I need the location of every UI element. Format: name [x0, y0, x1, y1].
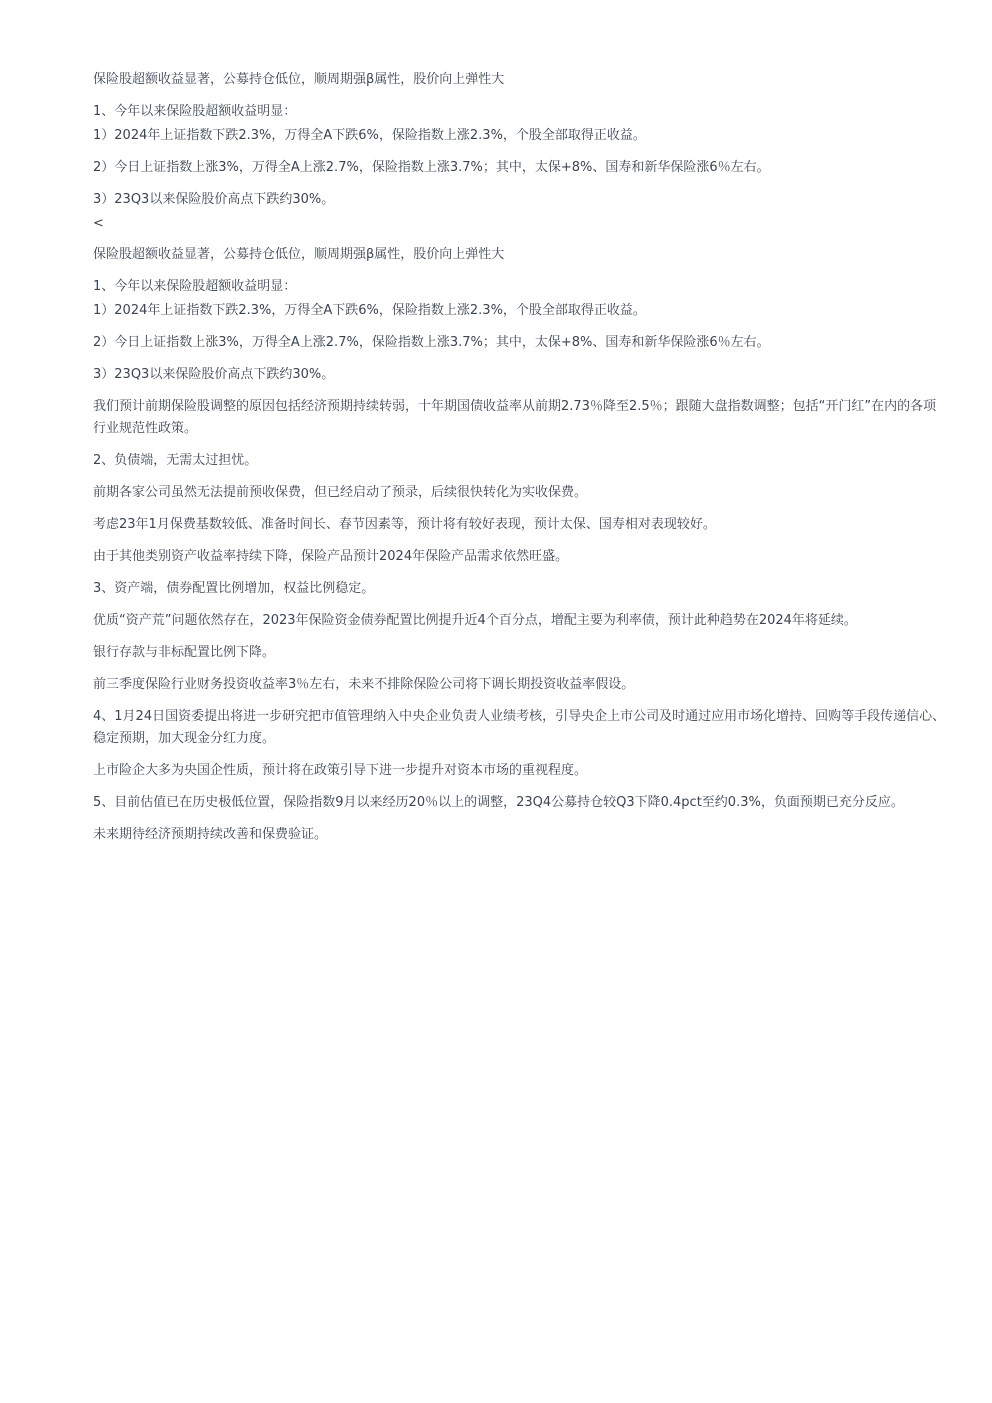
asset-side-title: 3、资产端，债券配置比例增加，权益比例稳定。: [93, 581, 375, 596]
adjustment-reasons-paragraph: 我们预计前期保险股调整的原因包括经济预期持续转弱，十年期国债收益率从前期2.73％降至2.5％；跟随大盘指数调整；包括“开门红”在内的各项行业规范性政策。: [93, 399, 937, 436]
liability-side-paragraph-1: 前期各家公司虽然无法提前预收保费，但已经启动了预录，后续很快转化为实收保费。: [93, 485, 588, 500]
section1-item3: 3）23Q3以来保险股价高点下跌约30%。: [93, 192, 335, 207]
section1-heading: 保险股超额收益显著，公募持仓低位，顺周期强β属性，股价向上弹性大: [93, 72, 505, 87]
document-body: [93, 69, 948, 846]
section2-item1: 1）2024年上证指数下跌2.3%，万得全A下跌6%，保险指数上涨2.3%，个股全部取得正收益。: [93, 303, 646, 318]
section-marker: <: [93, 216, 104, 231]
section2-heading: 保险股超额收益显著，公募持仓低位，顺周期强β属性，股价向上弹性大: [93, 247, 505, 262]
section2-item2: 2）今日上证指数上涨3%，万得全A上涨2.7%，保险指数上涨3.7%；其中，太保+8%、国寿和新华保险涨6％左右。: [93, 335, 770, 350]
section1-point1-title: 1、今年以来保险股超额收益明显：: [93, 104, 297, 119]
valuation-paragraph: 未来期待经济预期持续改善和保费验证。: [93, 827, 328, 842]
asset-side-paragraph-2: 银行存款与非标配置比例下降。: [93, 645, 276, 660]
asset-side-paragraph-3: 前三季度保险行业财务投资收益率3％左右，未来不排除保险公司将下调长期投资收益率假设。: [93, 677, 635, 692]
sasac-policy-paragraph: 上市险企大多为央国企性质，预计将在政策引导下进一步提升对资本市场的重视程度。: [93, 763, 588, 778]
liability-side-paragraph-2: 考虑23年1月保费基数较低、准备时间长、春节因素等，预计将有较好表现，预计太保、国寿相对表现较好。: [93, 517, 716, 532]
liability-side-paragraph-3: 由于其他类别资产收益率持续下降，保险产品预计2024年保险产品需求依然旺盛。: [93, 549, 569, 564]
section1-item1: 1）2024年上证指数下跌2.3%，万得全A下跌6%，保险指数上涨2.3%，个股全部取得正收益。: [93, 128, 646, 143]
liability-side-title: 2、负债端，无需太过担忧。: [93, 453, 258, 468]
sasac-policy-title: 4、1月24日国资委提出将进一步研究把市值管理纳入中央企业负责人业绩考核，引导央企上市公司及时通过应用市场化增持、回购等手段传递信心、稳定预期，加大现金分红力度。: [93, 709, 946, 746]
asset-side-paragraph-1: 优质“资产荒”问题依然存在，2023年保险资金债券配置比例提升近4个百分点，增配主要为利率债，预计此种趋势在2024年将延续。: [93, 613, 857, 628]
valuation-title: 5、目前估值已在历史极低位置，保险指数9月以来经历20％以上的调整，23Q4公募持仓较Q3下降0.4pct至约0.3%，负面预期已充分反应。: [93, 795, 904, 810]
section1-item2: 2）今日上证指数上涨3%，万得全A上涨2.7%，保险指数上涨3.7%；其中，太保+8%、国寿和新华保险涨6％左右。: [93, 160, 770, 175]
section2-item3: 3）23Q3以来保险股价高点下跌约30%。: [93, 367, 335, 382]
section2-point1-title: 1、今年以来保险股超额收益明显：: [93, 279, 297, 294]
